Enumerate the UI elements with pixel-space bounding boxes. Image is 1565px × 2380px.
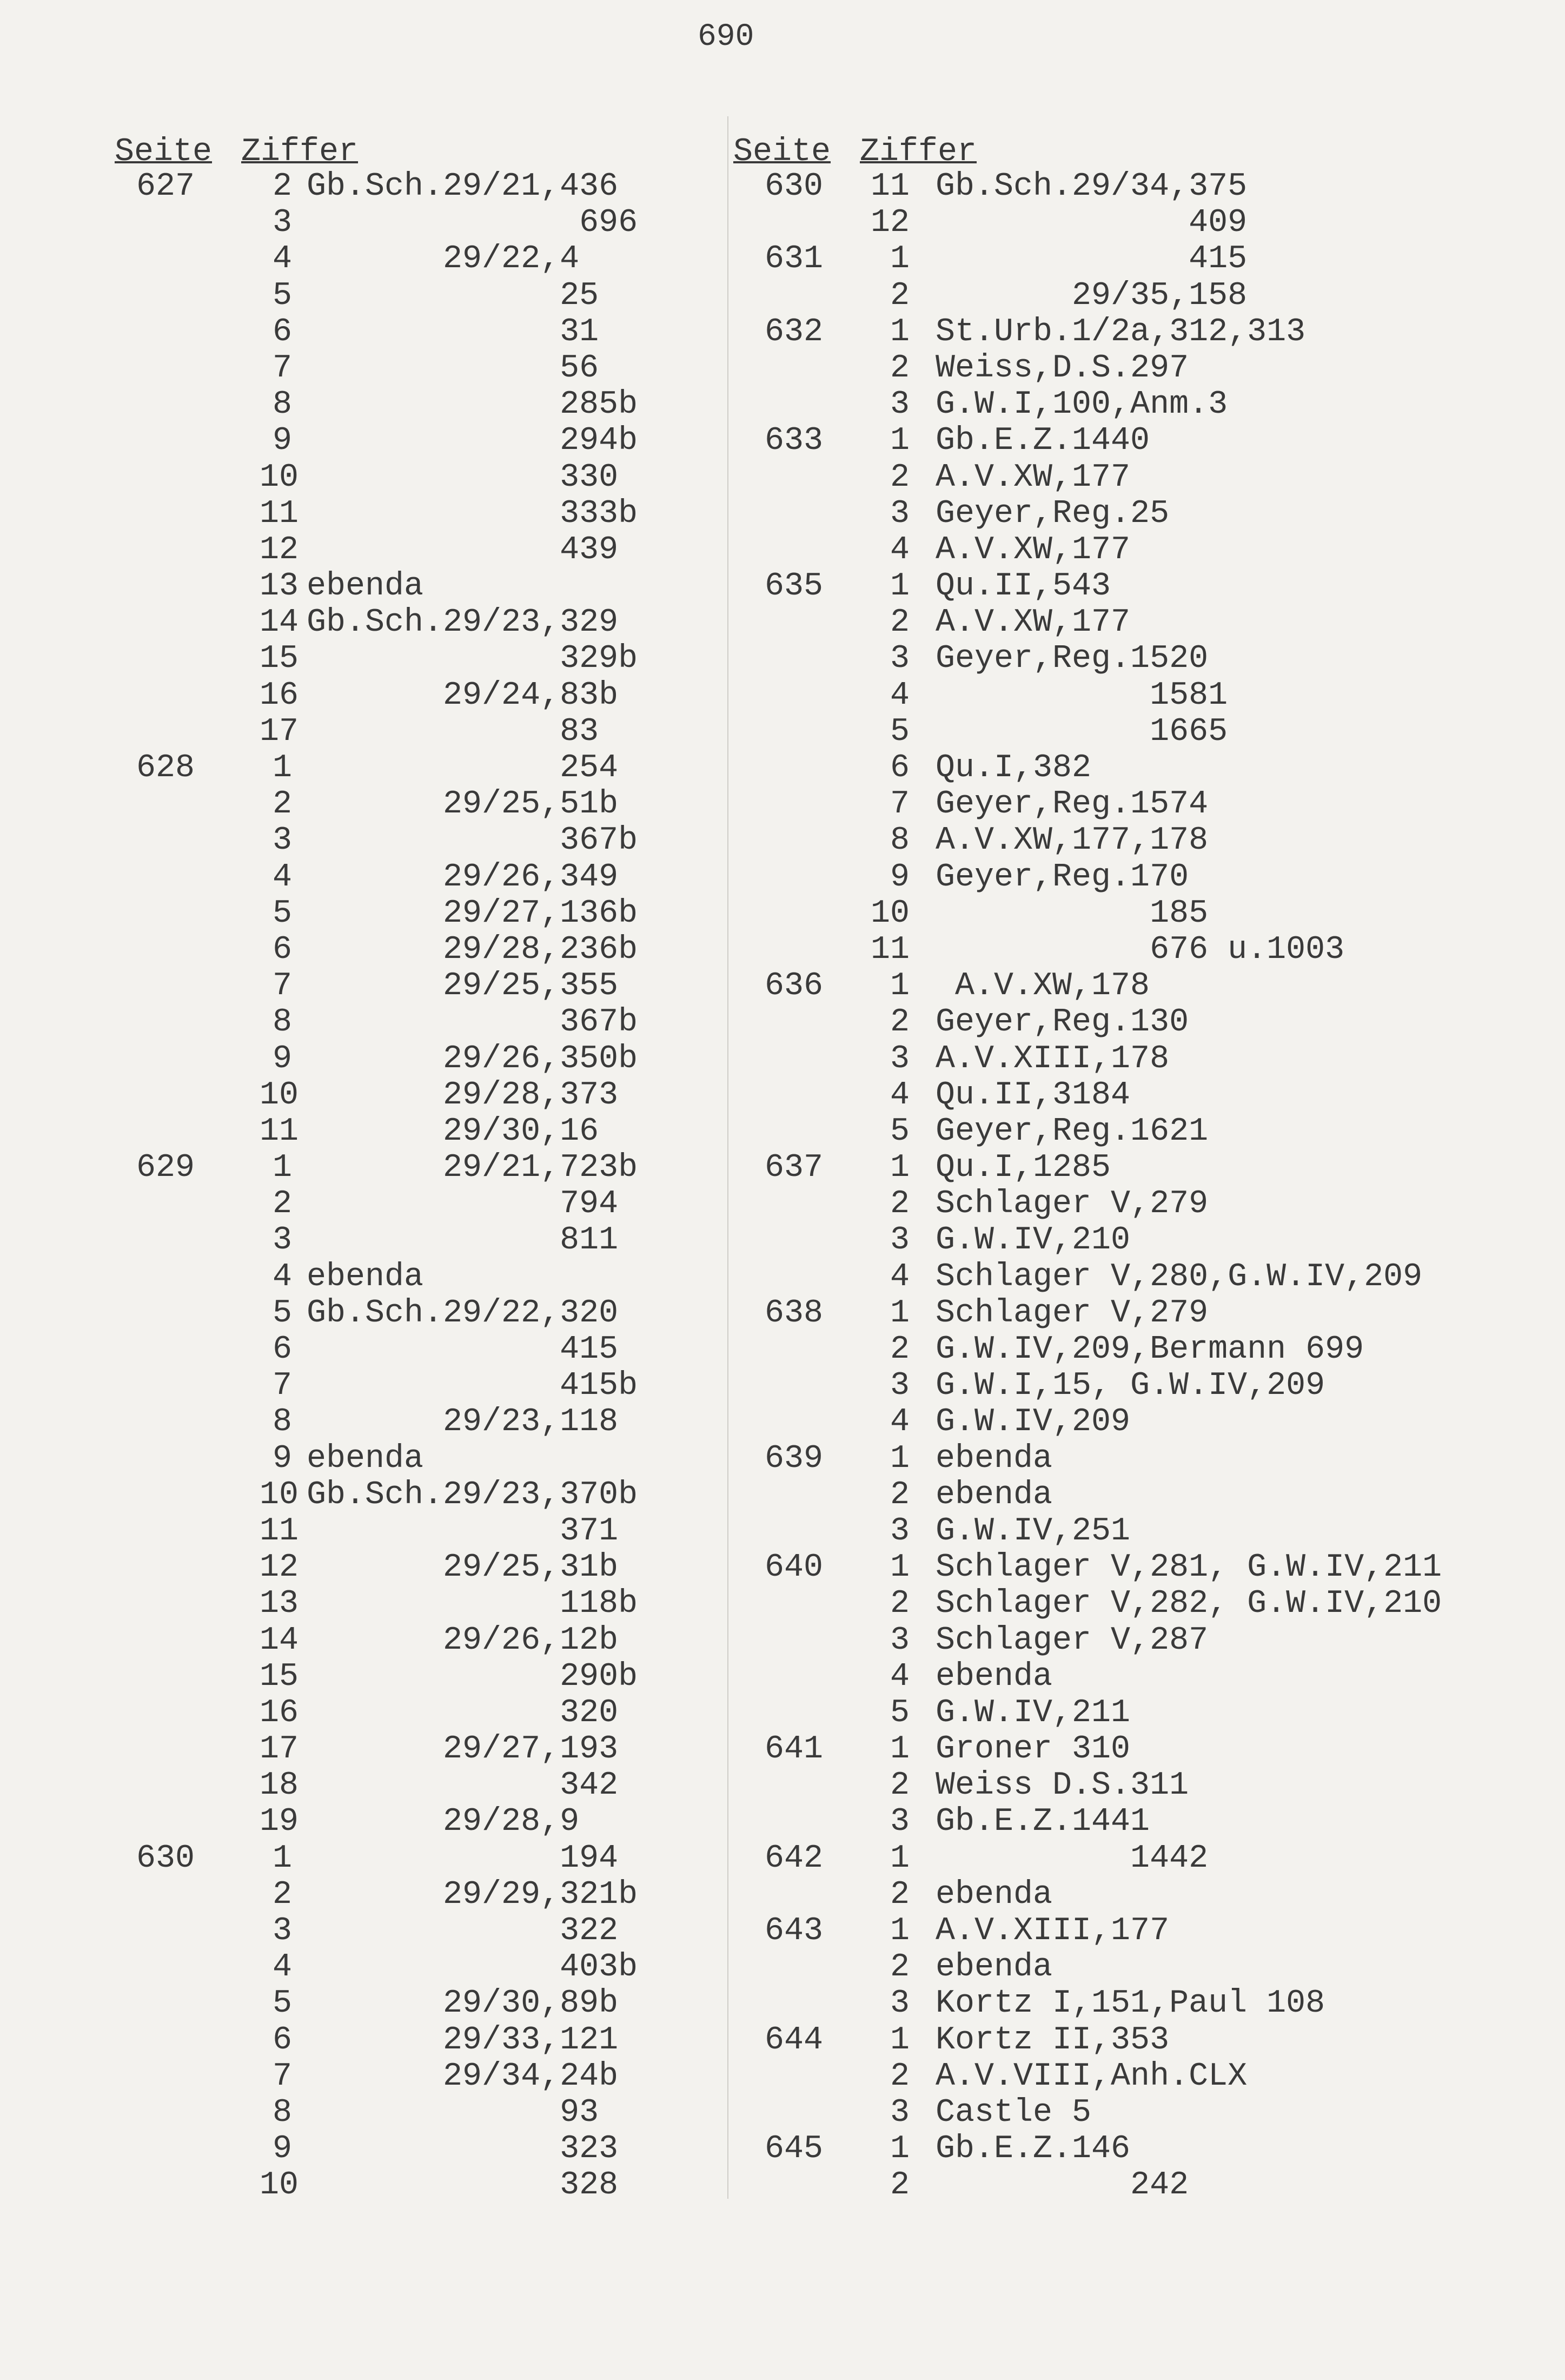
reference-cell: 83 [307,713,599,750]
note-number-cell: 7 [272,1367,292,1405]
reference-cell: 31 [307,313,599,351]
reference-cell: G.W.IV,210 [936,1222,1131,1259]
note-number-cell: 2 [890,277,910,314]
note-number-cell: 11 [260,1512,299,1550]
page-cell: 630 [136,1840,195,1877]
note-number-cell: 8 [272,2094,292,2131]
page-number: 690 [698,19,754,55]
reference-cell: G.W.IV,211 [936,1694,1131,1731]
reference-cell: 330 [307,459,619,496]
reference-cell: Gb.E.Z.1441 [936,1803,1150,1841]
reference-cell: 323 [307,2131,619,2168]
note-number-cell: 1 [890,1549,910,1586]
note-number-cell: 1 [890,2131,910,2168]
page-cell: 628 [136,750,195,786]
reference-cell: 29/30,89b [307,1985,619,2022]
reference-cell: Schlager V,279 [936,1186,1209,1223]
note-number-cell: 5 [272,895,292,932]
note-number-cell: 5 [890,713,910,750]
reference-cell: 29/30,16 [307,1113,599,1150]
note-number-cell: 4 [272,1258,292,1295]
reference-cell: 29/25,31b [307,1549,619,1586]
note-number-cell: 2 [890,2167,910,2204]
note-number-cell: 2 [890,1004,910,1041]
reference-cell: 29/21,723b [307,1149,638,1187]
note-number-cell: 3 [890,495,910,532]
reference-cell: A.V.XW,177 [936,531,1131,568]
reference-cell: 415b [307,1367,638,1405]
reference-cell: Weiss D.S.311 [936,1767,1189,1804]
column-divider [727,116,728,2199]
reference-cell: 29/34,24b [307,2058,619,2095]
note-number-cell: 7 [890,786,910,823]
reference-cell: 254 [307,750,619,786]
reference-cell: 242 [936,2167,1189,2204]
note-number-cell: 17 [260,1731,299,1768]
note-number-cell: 5 [272,277,292,314]
note-number-cell: 6 [272,1331,292,1368]
note-number-cell: 8 [890,822,910,860]
reference-cell: Kortz I,151,Paul 108 [936,1985,1325,2022]
note-number-cell: 11 [260,495,299,532]
reference-cell: 403b [307,1949,638,1986]
note-number-cell: 4 [890,531,910,568]
reference-cell: Schlager V,279 [936,1294,1209,1332]
reference-cell: ebenda [936,1876,1053,1913]
note-number-cell: 8 [272,1404,292,1441]
note-number-cell: 12 [260,1549,299,1586]
page-cell: 638 [764,1294,823,1332]
reference-cell: 185 [936,895,1209,932]
note-number-cell: 4 [890,1658,910,1695]
reference-cell: 322 [307,1913,619,1949]
note-number-cell: 10 [260,2167,299,2204]
reference-cell: 320 [307,1694,619,1731]
note-number-cell: 3 [272,204,292,242]
note-number-cell: 11 [870,168,910,205]
note-number-cell: 11 [870,931,910,968]
reference-cell: G.W.I,100,Anm.3 [936,386,1228,424]
note-number-cell: 6 [890,750,910,786]
page-cell: 644 [764,2021,823,2059]
note-number-cell: 4 [272,1949,292,1986]
reference-cell: Gb.Sch.29/23,370b [307,1476,638,1513]
note-number-cell: 4 [272,241,292,278]
reference-cell: 409 [936,204,1248,242]
reference-cell: Gb.Sch.29/34,375 [936,168,1248,205]
note-number-cell: 3 [890,1222,910,1259]
note-number-cell: 1 [890,1731,910,1768]
reference-cell: G.W.IV,209 [936,1404,1131,1441]
page-cell: 643 [764,1913,823,1949]
note-number-cell: 2 [890,1186,910,1223]
note-number-cell: 4 [272,858,292,896]
reference-cell: 367b [307,822,638,860]
reference-cell: 285b [307,386,638,424]
seite-header: Seite [733,134,831,170]
note-number-cell: 1 [890,1440,910,1477]
note-number-cell: 6 [272,931,292,968]
note-number-cell: 4 [890,1258,910,1295]
note-number-cell: 1 [890,2021,910,2059]
reference-cell: 1581 [936,677,1228,714]
reference-cell: A.V.XW,178 [936,968,1150,1005]
reference-cell: Qu.II,3184 [936,1076,1131,1114]
note-number-cell: 13 [260,1585,299,1623]
note-number-cell: 12 [870,204,910,242]
page-cell: 637 [764,1149,823,1187]
note-number-cell: 9 [272,1440,292,1477]
note-number-cell: 2 [890,1876,910,1913]
note-number-cell: 1 [890,568,910,605]
note-number-cell: 8 [272,386,292,424]
note-number-cell: 14 [260,604,299,642]
note-number-cell: 5 [890,1694,910,1731]
note-number-cell: 1 [890,1149,910,1187]
reference-cell: 29/24,83b [307,677,619,714]
reference-cell: A.V.XIII,177 [936,1913,1170,1949]
note-number-cell: 6 [272,2021,292,2059]
note-number-cell: 9 [890,858,910,896]
reference-cell: 29/25,355 [307,968,619,1005]
reference-cell: G.W.IV,209,Bermann 699 [936,1331,1364,1368]
reference-cell: 676 u.1003 [936,931,1345,968]
page-cell: 633 [764,422,823,460]
reference-cell: 29/26,350b [307,1040,638,1077]
page-cell: 627 [136,168,195,205]
note-number-cell: 1 [272,1149,292,1187]
note-number-cell: 7 [272,968,292,1005]
reference-cell: Qu.II,543 [936,568,1111,605]
note-number-cell: 4 [890,1076,910,1114]
note-number-cell: 3 [890,1040,910,1077]
reference-cell: 29/28,236b [307,931,638,968]
note-number-cell: 16 [260,1694,299,1731]
reference-cell: Qu.I,382 [936,750,1092,786]
note-number-cell: 19 [260,1803,299,1841]
reference-cell: Gb.E.Z.146 [936,2131,1131,2168]
reference-cell: 811 [307,1222,619,1259]
reference-cell: ebenda [307,1258,424,1295]
reference-cell: Schlager V,287 [936,1622,1209,1659]
reference-cell: Schlager V,282, G.W.IV,210 [936,1585,1442,1623]
reference-cell: 29/26,12b [307,1622,619,1659]
reference-cell: G.W.I,15, G.W.IV,209 [936,1367,1325,1405]
note-number-cell: 14 [260,1622,299,1659]
note-number-cell: 5 [272,1294,292,1332]
reference-cell: 415 [936,241,1248,278]
note-number-cell: 3 [890,640,910,678]
note-number-cell: 8 [272,1004,292,1041]
reference-cell: 342 [307,1767,619,1804]
reference-cell: 439 [307,531,619,568]
note-number-cell: 11 [260,1113,299,1150]
reference-cell: Groner 310 [936,1731,1131,1768]
note-number-cell: 2 [890,604,910,642]
reference-cell: 29/25,51b [307,786,619,823]
note-number-cell: 2 [890,2058,910,2095]
note-number-cell: 6 [272,313,292,351]
reference-cell: 29/26,349 [307,858,619,896]
reference-cell: 93 [307,2094,599,2131]
ziffer-header: Ziffer [241,134,359,170]
reference-cell: 294b [307,422,638,460]
page-cell: 642 [764,1840,823,1877]
reference-cell: Gb.Sch.29/21,436 [307,168,619,205]
note-number-cell: 1 [890,968,910,1005]
reference-cell: 371 [307,1512,619,1550]
reference-cell: Gb.Sch.29/23,329 [307,604,619,642]
note-number-cell: 9 [272,1040,292,1077]
note-number-cell: 16 [260,677,299,714]
reference-cell: A.V.XW,177 [936,459,1131,496]
note-number-cell: 2 [890,1585,910,1623]
reference-cell: 29/35,158 [936,277,1248,314]
reference-cell: A.V.XW,177,178 [936,822,1209,860]
note-number-cell: 1 [890,313,910,351]
reference-cell: A.V.XW,177 [936,604,1131,642]
reference-cell: Kortz II,353 [936,2021,1170,2059]
reference-cell: ebenda [307,568,424,605]
reference-cell: A.V.VIII,Anh.CLX [936,2058,1248,2095]
note-number-cell: 10 [260,1076,299,1114]
reference-cell: Geyer,Reg.1574 [936,786,1209,823]
reference-cell: Gb.E.Z.1440 [936,422,1150,460]
reference-cell: 29/28,9 [307,1803,580,1841]
reference-cell: 29/27,136b [307,895,638,932]
note-number-cell: 1 [890,241,910,278]
note-number-cell: 2 [272,1876,292,1913]
page-cell: 639 [764,1440,823,1477]
reference-cell: Qu.I,1285 [936,1149,1111,1187]
note-number-cell: 17 [260,713,299,750]
reference-cell: Castle 5 [936,2094,1092,2131]
page-cell: 635 [764,568,823,605]
note-number-cell: 9 [272,2131,292,2168]
note-number-cell: 5 [272,1985,292,2022]
note-number-cell: 7 [272,2058,292,2095]
reference-cell: Geyer,Reg.130 [936,1004,1189,1041]
reference-cell: St.Urb.1/2a,312,313 [936,313,1306,351]
note-number-cell: 1 [272,1840,292,1877]
reference-cell: 29/27,193 [307,1731,619,1768]
note-number-cell: 2 [272,786,292,823]
reference-cell: 56 [307,349,599,387]
ziffer-header: Ziffer [860,134,977,170]
note-number-cell: 1 [890,1840,910,1877]
note-number-cell: 4 [890,677,910,714]
reference-cell: 29/22,4 [307,241,580,278]
note-number-cell: 18 [260,1767,299,1804]
note-number-cell: 7 [272,349,292,387]
reference-cell: 25 [307,277,599,314]
note-number-cell: 2 [272,1186,292,1223]
note-number-cell: 3 [890,1985,910,2022]
reference-cell: ebenda [936,1658,1053,1695]
note-number-cell: 3 [890,1622,910,1659]
reference-cell: 290b [307,1658,638,1695]
page-cell: 629 [136,1149,195,1187]
note-number-cell: 12 [260,531,299,568]
note-number-cell: 2 [890,349,910,387]
note-number-cell: 10 [870,895,910,932]
reference-cell: Geyer,Reg.170 [936,858,1189,896]
page-cell: 645 [764,2131,823,2168]
note-number-cell: 1 [272,750,292,786]
reference-cell: 367b [307,1004,638,1041]
page-cell: 631 [764,241,823,278]
note-number-cell: 1 [890,1913,910,1949]
reference-cell: 29/28,373 [307,1076,619,1114]
note-number-cell: 2 [890,1476,910,1513]
page-cell: 636 [764,968,823,1005]
note-number-cell: 13 [260,568,299,605]
note-number-cell: 15 [260,1658,299,1695]
note-number-cell: 3 [890,1803,910,1841]
page-cell: 640 [764,1549,823,1586]
reference-cell: 118b [307,1585,638,1623]
note-number-cell: 9 [272,422,292,460]
reference-cell: ebenda [936,1440,1053,1477]
note-number-cell: 3 [890,386,910,424]
reference-cell: Schlager V,280,G.W.IV,209 [936,1258,1423,1295]
reference-cell: ebenda [936,1949,1053,1986]
reference-cell: 794 [307,1186,619,1223]
seite-header: Seite [115,134,213,170]
reference-cell: 329b [307,640,638,678]
reference-cell: A.V.XIII,178 [936,1040,1170,1077]
note-number-cell: 2 [890,1767,910,1804]
reference-cell: ebenda [936,1476,1053,1513]
note-number-cell: 3 [272,822,292,860]
page-cell: 630 [764,168,823,205]
note-number-cell: 5 [890,1113,910,1150]
reference-cell: 696 [307,204,638,242]
reference-cell: 29/23,118 [307,1404,619,1441]
reference-cell: 1665 [936,713,1228,750]
reference-cell: 1442 [936,1840,1209,1877]
note-number-cell: 3 [890,2094,910,2131]
note-number-cell: 2 [890,1949,910,1986]
reference-cell: Geyer,Reg.25 [936,495,1170,532]
reference-cell: G.W.IV,251 [936,1512,1131,1550]
reference-cell: 194 [307,1840,619,1877]
reference-cell: 415 [307,1331,619,1368]
note-number-cell: 3 [890,1367,910,1405]
reference-cell: 333b [307,495,638,532]
reference-cell: 29/33,121 [307,2021,619,2059]
page-cell: 641 [764,1731,823,1768]
reference-cell: Weiss,D.S.297 [936,349,1189,387]
note-number-cell: 3 [272,1222,292,1259]
note-number-cell: 1 [890,1294,910,1332]
reference-cell: 29/29,321b [307,1876,638,1913]
note-number-cell: 3 [272,1913,292,1949]
note-number-cell: 1 [890,422,910,460]
note-number-cell: 4 [890,1404,910,1441]
reference-cell: Geyer,Reg.1520 [936,640,1209,678]
reference-cell: 328 [307,2167,619,2204]
note-number-cell: 2 [890,1331,910,1368]
note-number-cell: 2 [272,168,292,205]
reference-cell: ebenda [307,1440,424,1477]
reference-cell: Gb.Sch.29/22,320 [307,1294,619,1332]
page-cell: 632 [764,313,823,351]
reference-cell: Schlager V,281, G.W.IV,211 [936,1549,1442,1586]
note-number-cell: 3 [890,1512,910,1550]
note-number-cell: 10 [260,1476,299,1513]
note-number-cell: 15 [260,640,299,678]
note-number-cell: 2 [890,459,910,496]
note-number-cell: 10 [260,459,299,496]
reference-cell: Geyer,Reg.1621 [936,1113,1209,1150]
